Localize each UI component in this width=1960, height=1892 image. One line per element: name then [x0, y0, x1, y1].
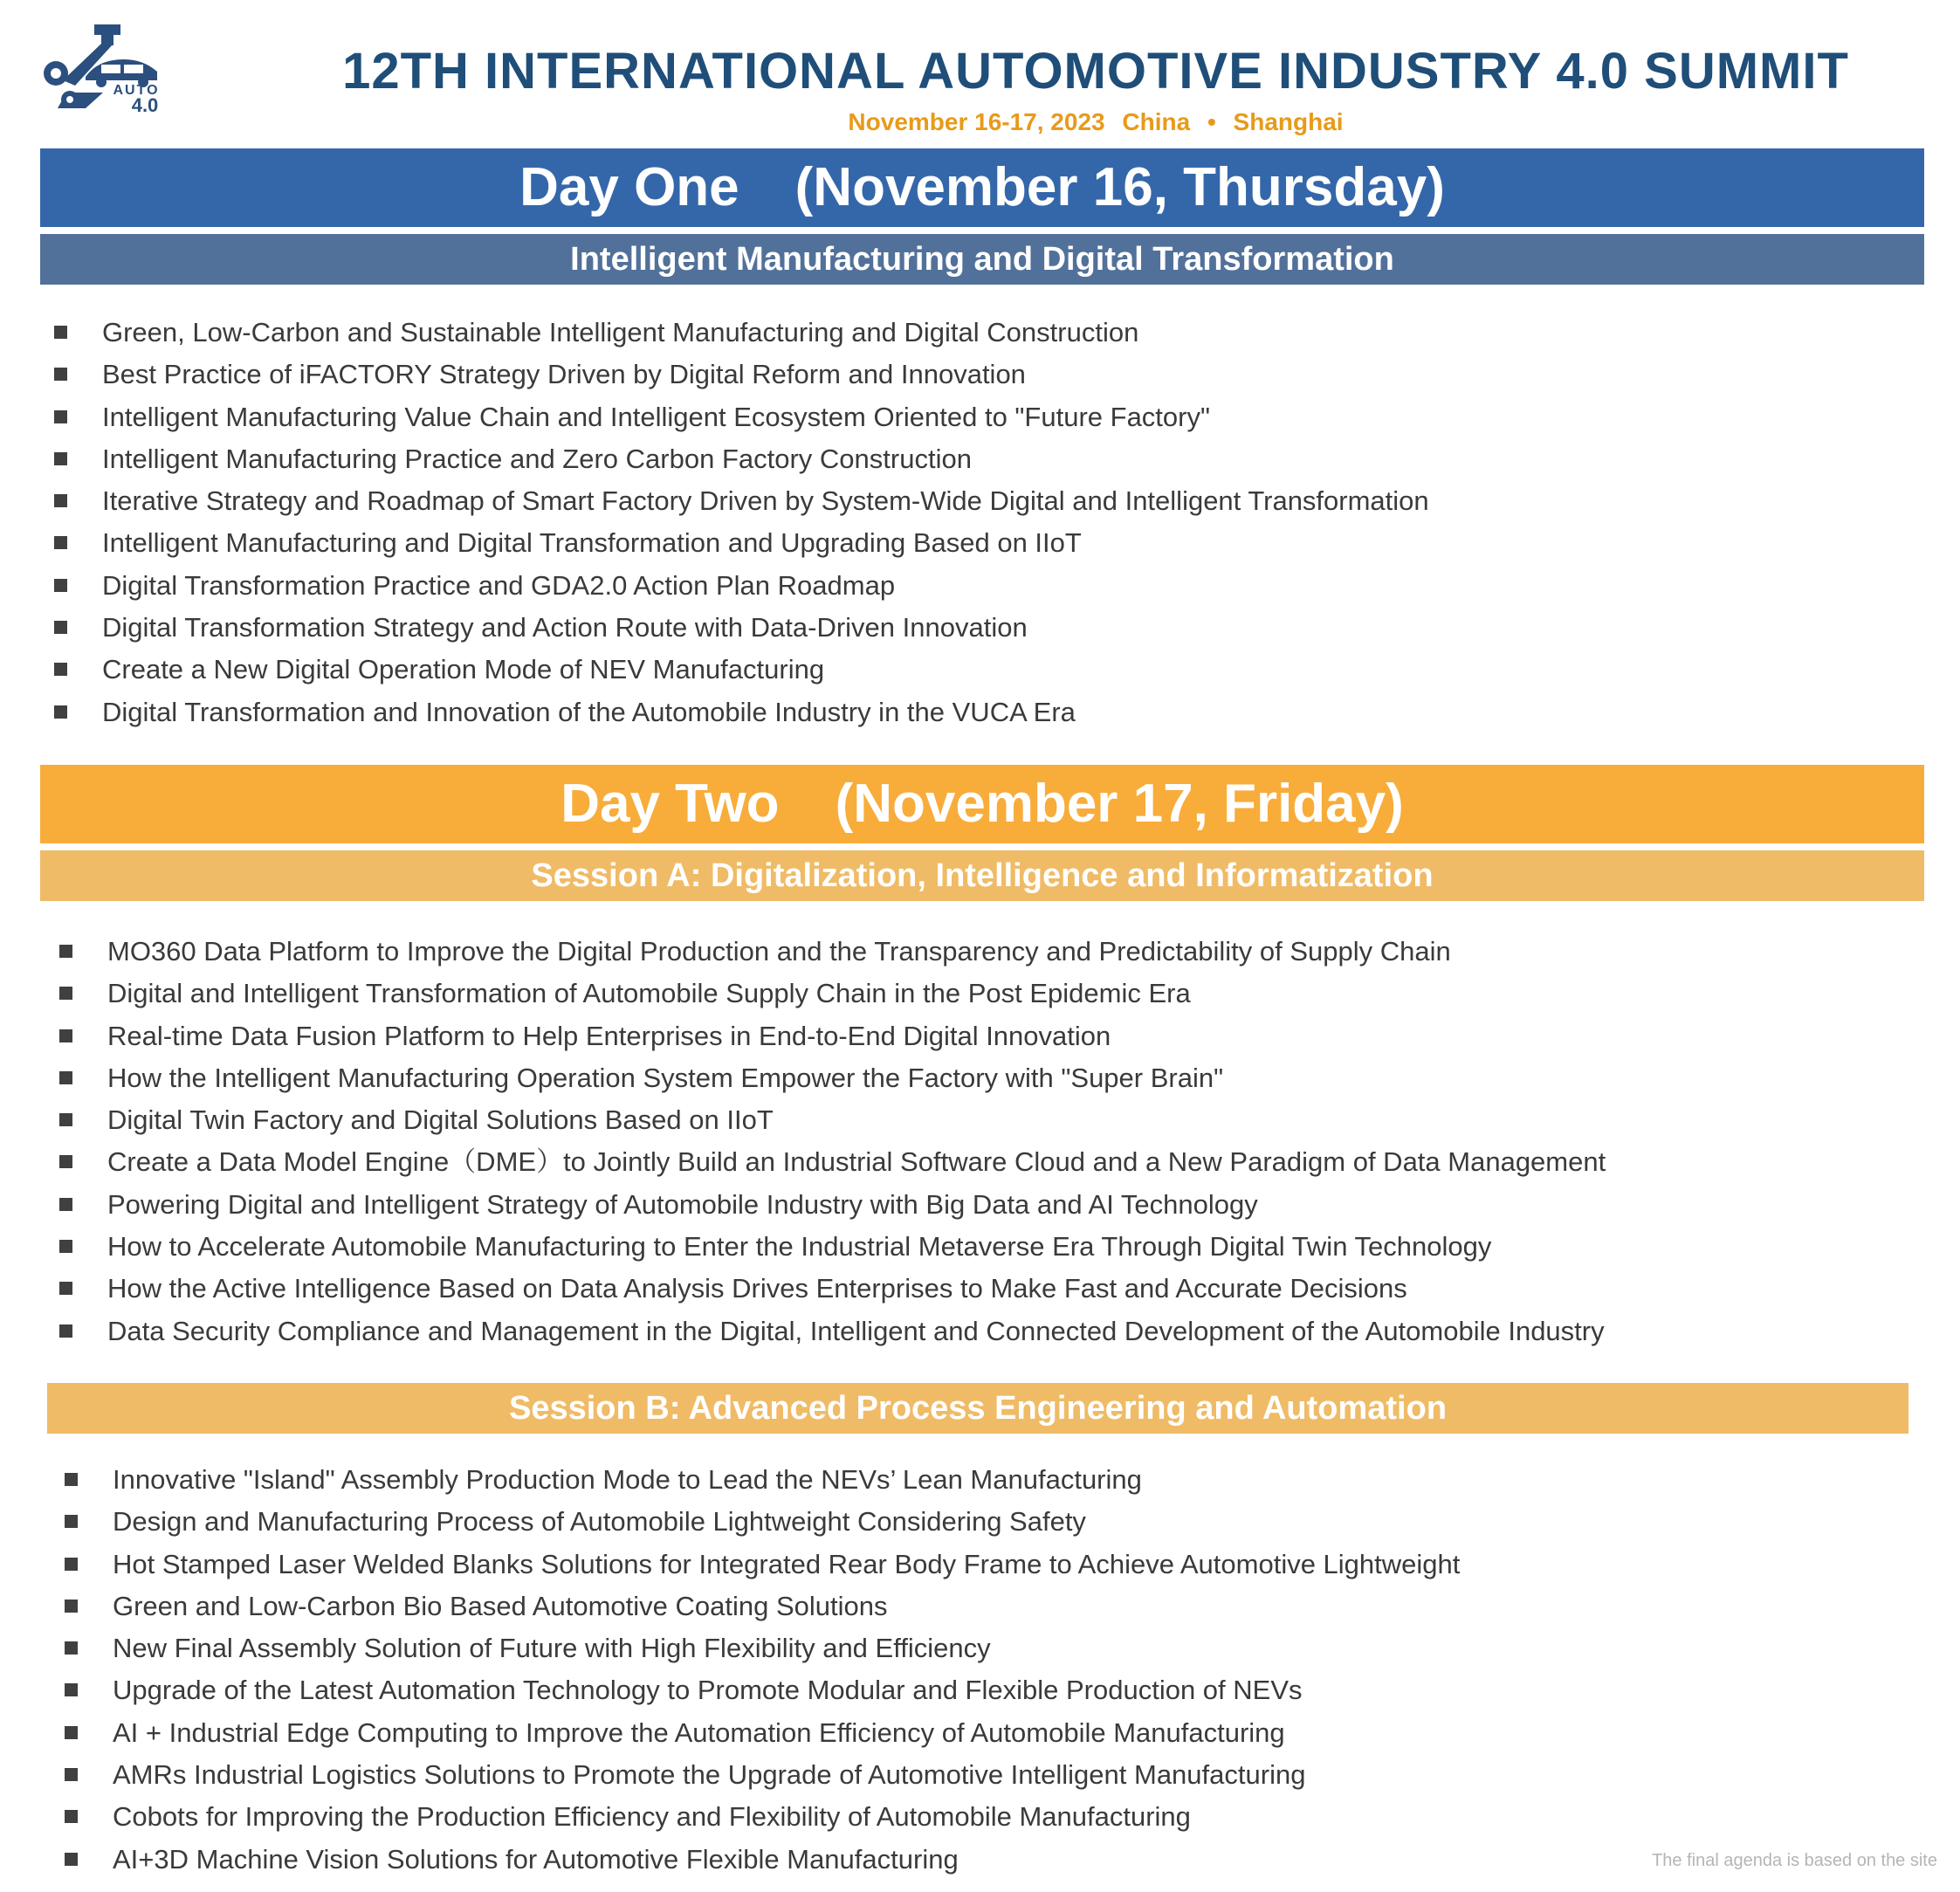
square-bullet-icon	[59, 945, 72, 958]
day-one-label: Day One	[519, 157, 739, 217]
day-one-topic-list	[54, 312, 1905, 733]
list-item	[54, 565, 1905, 607]
list-item	[54, 649, 1905, 691]
topic-text: Digital Transformation Practice and GDA2.0 Action Plan Roadmap	[102, 569, 896, 601]
topic-text: Digital Transformation Strategy and Action Route with Data-Driven Innovation	[102, 612, 1028, 643]
list-item	[59, 1268, 1910, 1310]
square-bullet-icon	[54, 410, 67, 423]
list-item	[59, 973, 1910, 1015]
topic-text: Iterative Strategy and Roadmap of Smart Factory Driven by System-Wide Digital and Intelligent Transformation	[102, 485, 1429, 517]
topic-text: Intelligent Manufacturing and Digital Transformation and Upgrading Based on IIoT	[102, 527, 1082, 559]
topic-text: Digital Twin Factory and Digital Solutions Based on IIoT	[107, 1104, 774, 1136]
topic-text: Green and Low-Carbon Bio Based Automotive Coating Solutions	[113, 1590, 888, 1621]
square-bullet-icon	[59, 1029, 72, 1042]
list-item	[54, 396, 1905, 438]
square-bullet-icon	[54, 579, 67, 592]
topic-text: Cobots for Improving the Production Efficiency and Flexibility of Automobile Manufacturing	[113, 1801, 1191, 1833]
square-bullet-icon	[65, 1558, 78, 1571]
list-item	[65, 1586, 1915, 1627]
square-bullet-icon	[54, 326, 67, 339]
square-bullet-icon	[54, 705, 67, 719]
square-bullet-icon	[65, 1600, 78, 1613]
list-item	[59, 1057, 1910, 1099]
event-country: China	[1122, 108, 1191, 135]
square-bullet-icon	[59, 1240, 72, 1253]
topic-text: Digital and Intelligent Transformation of Automobile Supply Chain in the Post Epidemic Era	[107, 978, 1191, 1009]
square-bullet-icon	[59, 1324, 72, 1338]
list-item	[54, 312, 1905, 354]
square-bullet-icon	[65, 1473, 78, 1486]
list-item	[59, 1184, 1910, 1226]
day-two-label: Day Two	[560, 774, 780, 834]
robot-arm-car-icon	[40, 23, 171, 119]
topic-text: AI+3D Machine Vision Solutions for Automotive Flexible Manufacturing	[113, 1843, 959, 1875]
list-item	[65, 1544, 1915, 1586]
topic-text: AMRs Industrial Logistics Solutions to Promote the Upgrade of Automotive Intelligent Manufacturing	[113, 1759, 1306, 1791]
topic-text: New Final Assembly Solution of Future with High Flexibility and Efficiency	[113, 1633, 991, 1664]
day-one-session-title: Intelligent Manufacturing and Digital Transformation	[40, 234, 1924, 285]
list-item	[59, 1141, 1910, 1183]
topic-text: Upgrade of the Latest Automation Technology to Promote Modular and Flexible Production of NEVs	[113, 1675, 1303, 1706]
topic-text: Intelligent Manufacturing Practice and Zero Carbon Factory Construction	[102, 443, 972, 474]
topic-text: Design and Manufacturing Process of Automobile Lightweight Considering Safety	[113, 1506, 1086, 1538]
square-bullet-icon	[54, 494, 67, 507]
list-item	[65, 1501, 1915, 1543]
list-item	[54, 354, 1905, 396]
topic-text: Create a Data Model Engine（DME）to Jointly Build an Industrial Software Cloud and a New Paradigm of Data Management	[107, 1146, 1606, 1178]
list-item	[65, 1627, 1915, 1669]
list-item	[65, 1839, 1915, 1881]
day-one-date: (November 16, Thursday)	[794, 157, 1445, 217]
topic-text: Innovative "Island" Assembly Production Mode to Lead the NEVs’ Lean Manufacturing	[113, 1464, 1142, 1495]
square-bullet-icon	[59, 1071, 72, 1084]
session-b-topic-list	[65, 1459, 1915, 1881]
logo-text-bottom: 4.0	[131, 94, 159, 116]
list-item	[54, 480, 1905, 522]
list-item	[65, 1796, 1915, 1838]
separator-dot: •	[1207, 108, 1216, 135]
square-bullet-icon	[65, 1726, 78, 1739]
topic-text: Hot Stamped Laser Welded Blanks Solutions for Integrated Rear Body Frame to Achieve Automotive Lightweight	[113, 1548, 1461, 1579]
logo-text-top: AUTO	[113, 83, 160, 98]
topic-text: How the Active Intelligence Based on Data Analysis Drives Enterprises to Make Fast and Accurate Decisions	[107, 1273, 1407, 1304]
topic-text: AI + Industrial Edge Computing to Improve the Automation Efficiency of Automobile Manufacturing	[113, 1717, 1285, 1748]
page-title: 12TH INTERNATIONAL AUTOMOTIVE INDUSTRY 4.0 SUMMIT	[342, 43, 1849, 100]
square-bullet-icon	[59, 1113, 72, 1126]
topic-text: How to Accelerate Automobile Manufacturing to Enter the Industrial Metaverse Era Through Digital Twin Technology	[107, 1231, 1492, 1262]
list-item	[59, 1015, 1910, 1057]
list-item	[59, 931, 1910, 973]
list-item	[65, 1669, 1915, 1711]
list-item	[54, 438, 1905, 480]
event-city: Shanghai	[1233, 108, 1344, 135]
topic-text: Digital Transformation and Innovation of the Automobile Industry in the VUCA Era	[102, 696, 1076, 727]
square-bullet-icon	[59, 1282, 72, 1295]
day-one-banner	[40, 148, 1924, 227]
session-b-title: Session B: Advanced Process Engineering and Automation	[47, 1383, 1908, 1434]
day-two-date: (November 17, Friday)	[835, 774, 1404, 834]
square-bullet-icon	[65, 1641, 78, 1655]
topic-text: Real-time Data Fusion Platform to Help Enterprises in End-to-End Digital Innovation	[107, 1020, 1111, 1051]
square-bullet-icon	[54, 663, 67, 676]
session-a-topic-list	[59, 931, 1910, 1352]
list-item	[54, 522, 1905, 564]
topic-text: Data Security Compliance and Management in the Digital, Intelligent and Connected Development of the Automobile Industry	[107, 1315, 1605, 1346]
session-a-title: Session A: Digitalization, Intelligence and Informatization	[40, 850, 1924, 901]
list-item	[65, 1459, 1915, 1501]
square-bullet-icon	[59, 1155, 72, 1168]
event-subtitle	[262, 108, 1929, 136]
square-bullet-icon	[65, 1810, 78, 1823]
topic-text: Powering Digital and Intelligent Strategy of Automobile Industry with Big Data and AI Technology	[107, 1188, 1258, 1220]
topic-text: MO360 Data Platform to Improve the Digital Production and the Transparency and Predictability of Supply Chain	[107, 936, 1451, 967]
square-bullet-icon	[65, 1683, 78, 1696]
square-bullet-icon	[59, 987, 72, 1000]
square-bullet-icon	[54, 536, 67, 549]
topic-text: Intelligent Manufacturing Value Chain and Intelligent Ecosystem Oriented to "Future Factory"	[102, 401, 1210, 432]
square-bullet-icon	[65, 1853, 78, 1866]
list-item	[59, 1226, 1910, 1268]
topic-text: Create a New Digital Operation Mode of NEV Manufacturing	[102, 654, 825, 685]
list-item	[54, 607, 1905, 649]
list-item	[54, 691, 1905, 733]
agenda-footnote: The final agenda is based on the site	[1652, 1851, 1937, 1870]
summit-logo	[40, 23, 171, 119]
day-two-banner	[40, 765, 1924, 843]
square-bullet-icon	[65, 1515, 78, 1528]
square-bullet-icon	[59, 1198, 72, 1211]
square-bullet-icon	[54, 621, 67, 634]
list-item	[59, 1099, 1910, 1141]
topic-text: How the Intelligent Manufacturing Operation System Empower the Factory with "Super Brain"	[107, 1062, 1224, 1093]
square-bullet-icon	[54, 368, 67, 381]
list-item	[65, 1754, 1915, 1796]
square-bullet-icon	[65, 1768, 78, 1781]
list-item	[59, 1311, 1910, 1352]
topic-text: Best Practice of iFACTORY Strategy Driven by Digital Reform and Innovation	[102, 359, 1026, 390]
square-bullet-icon	[54, 452, 67, 465]
topic-text: Green, Low-Carbon and Sustainable Intelligent Manufacturing and Digital Construction	[102, 317, 1139, 347]
list-item	[65, 1712, 1915, 1754]
event-date: November 16-17, 2023	[848, 108, 1105, 135]
